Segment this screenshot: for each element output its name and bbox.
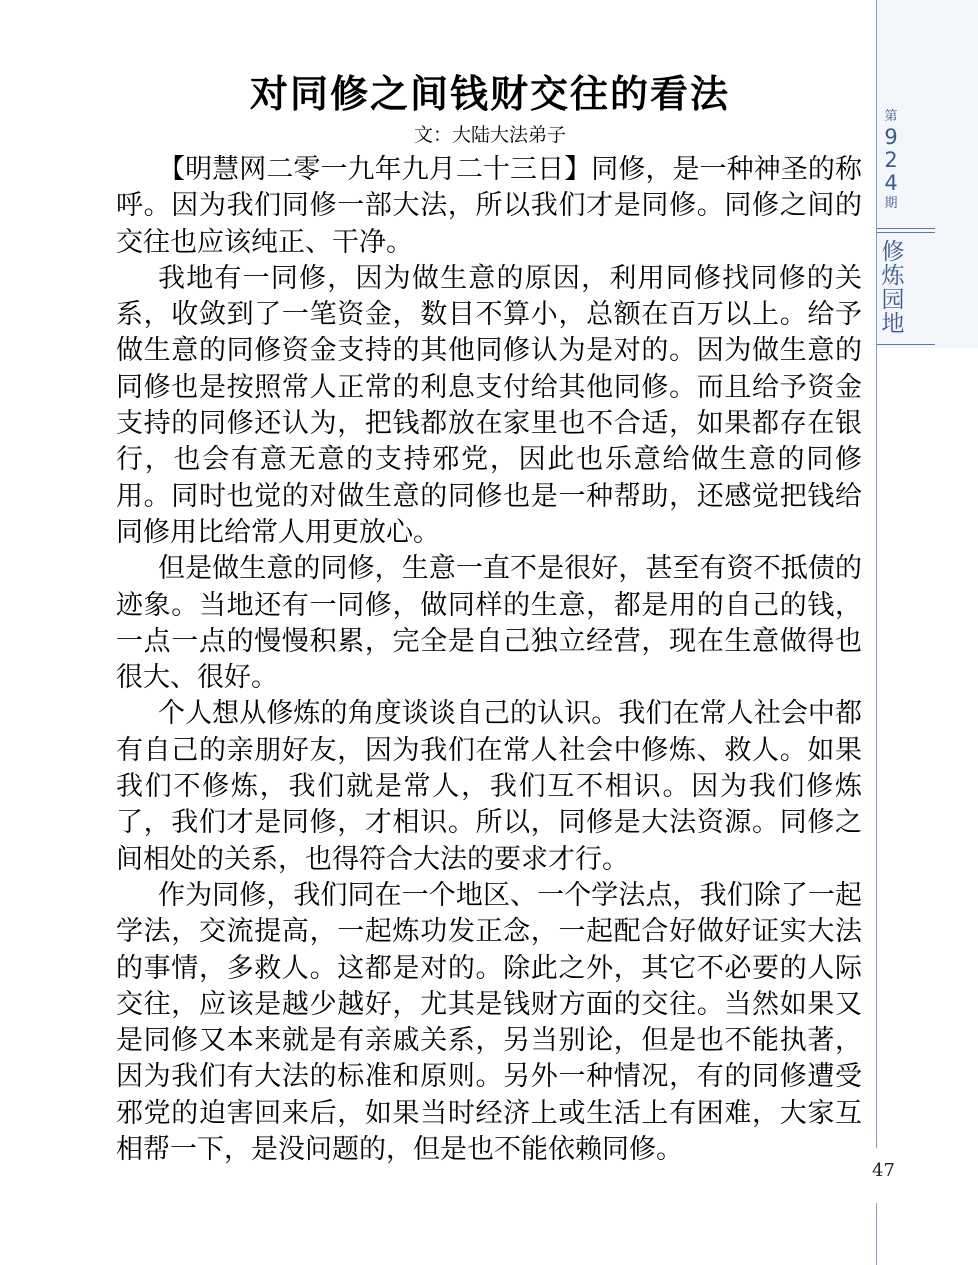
- margin-divider-bottom: [876, 1203, 877, 1265]
- paragraph: 个人想从修炼的角度谈谈自己的认识。我们在常人社会中都有自己的亲朋好友，因为我们在常人社会中修炼、救人。如果我们不修炼，我们就是常人，我们互不相识。因为我们修炼了，我们才是同修，才相识。所以，同修是大法资源。同修之间相处的关系，也得符合大法的要求才行。: [116, 698, 862, 875]
- article-byline: 文：大陆大法弟子: [413, 124, 566, 146]
- sidebar-rule: [877, 232, 935, 233]
- column-name-char: 炼: [881, 263, 905, 289]
- paragraph: 作为同修，我们同在一个地区、一个学法点，我们除了一起学法，交流提高，一起炼功发正念，一起配合好做好证实大法的事情，多救人。这都是对的。除此之外，其它不必要的人际交往，应该是越少越好，尤其是钱财方面的交往。当然如果又是同修又本来就是有亲戚关系，另当别论，但是也不能执著，因为我们有大法的标准和原则。另外一种情况，有的同修遭受邪党的迫害回来后，如果当时经济上或生活上有困难，大家互相帮一下，是没问题的，但是也不能依赖同修。: [116, 879, 862, 1166]
- column-name: [879, 240, 907, 336]
- article-body: [116, 152, 862, 1168]
- page-number: 47: [872, 1160, 895, 1181]
- issue-label: [877, 108, 905, 213]
- paragraph: 【明慧网二零一九年九月二十三日】同修，是一种神圣的称呼。因为我们同修一部大法，所以我们才是同修。同修之间的交往也应该纯正、干净。: [116, 154, 862, 258]
- sidebar-rule: [877, 344, 935, 345]
- issue-digit: 9: [884, 125, 898, 149]
- issue-suffix: 期: [884, 196, 898, 211]
- article-title: 对同修之间钱财交往的看法: [249, 71, 730, 116]
- paragraph: 我地有一同修，因为做生意的原因，利用同修找同修的关系，收敛到了一笔资金，数目不算小，总额在百万以上。给予做生意的同修资金支持的其他同修认为是对的。因为做生意的同修也是按照常人正常的利息支付给其他同修。而且给予资金支持的同修还认为，把钱都放在家里也不合适，如果都存在银行，也会有意无意的支持邪党，因此也乐意给做生意的同修用。同时也觉的对做生意的同修也是一种帮助，还感觉把钱给同修用比给常人用更放心。: [116, 262, 862, 548]
- column-name-char: 地: [881, 311, 905, 337]
- sidebar-rule: [877, 228, 935, 229]
- issue-digit: 4: [884, 171, 898, 195]
- issue-prefix: 第: [884, 109, 898, 124]
- paragraph: 但是做生意的同修，生意一直不是很好，甚至有资不抵债的迹象。当地还有一同修，做同样的生意，都是用的自己的钱，一点一点的慢慢积累，完全是自己独立经营，现在生意做得也很大、很好。: [116, 553, 862, 694]
- column-name-char: 修: [881, 239, 905, 265]
- issue-digit: 2: [884, 148, 898, 172]
- column-name-char: 园: [881, 287, 905, 313]
